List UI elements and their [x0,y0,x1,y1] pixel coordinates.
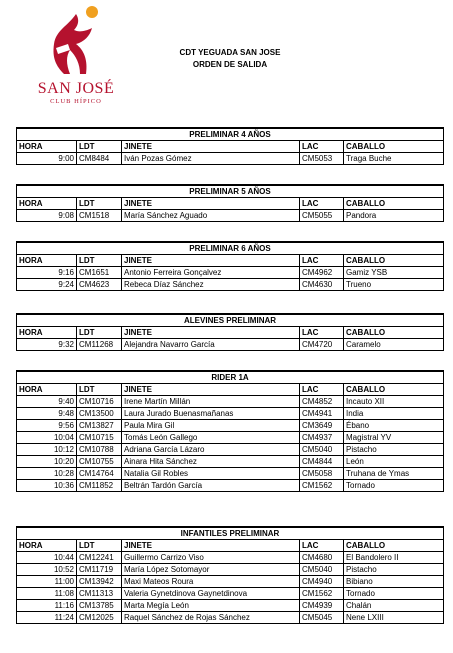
section-title: PRELIMINAR 4 AÑOS [17,128,444,141]
cell-lac: CM4720 [300,339,344,351]
cell-hora: 9:56 [17,420,77,432]
cell-ldt: CM10755 [77,456,122,468]
cell-jinete: Iván Pozas Gómez [122,153,300,165]
cell-caballo: Chalán [344,600,444,612]
section-table [16,526,444,624]
table-row [17,480,444,492]
cell-ldt: CM14764 [77,468,122,480]
column-header-hora: HORA [17,198,77,210]
section-table [16,184,444,222]
column-header-ldt: LDT [77,327,122,339]
club-logo [26,4,126,106]
cell-jinete: Antonio Ferreira Gonçalvez [122,267,300,279]
cell-caballo: Caramelo [344,339,444,351]
cell-ldt: CM13942 [77,576,122,588]
column-header-caballo: CABALLO [344,255,444,267]
cell-ldt: CM11268 [77,339,122,351]
cell-hora: 11:24 [17,612,77,624]
cell-ldt: CM12025 [77,612,122,624]
table-row [17,210,444,222]
cell-hora: 10:36 [17,480,77,492]
brand-subtitle: CLUB HÍPICO [50,98,102,105]
cell-ldt: CM10715 [77,432,122,444]
section-title: ALEVINES PRELIMINAR [17,314,444,327]
cell-lac: CM4630 [300,279,344,291]
column-header-caballo: CABALLO [344,198,444,210]
column-header-hora: HORA [17,255,77,267]
column-header-lac: LAC [300,198,344,210]
column-header-ldt: LDT [77,540,122,552]
column-header-jinete: JINETE [122,540,300,552]
cell-jinete: Laura Jurado Buenasmañanas [122,408,300,420]
column-header-jinete: JINETE [122,141,300,153]
document-subtitle: ORDEN DE SALIDA [192,60,268,69]
cell-ldt: CM10716 [77,396,122,408]
table-row [17,408,444,420]
table-row [17,279,444,291]
cell-lac: CM5040 [300,564,344,576]
cell-hora: 9:40 [17,396,77,408]
table-row [17,456,444,468]
document-title: CDT YEGUADA SAN JOSE [179,48,281,57]
cell-lac: CM5040 [300,444,344,456]
cell-hora: 10:20 [17,456,77,468]
cell-hora: 10:28 [17,468,77,480]
cell-hora: 10:12 [17,444,77,456]
cell-lac: CM4937 [300,432,344,444]
section-title: PRELIMINAR 5 AÑOS [17,185,444,198]
cell-lac: CM5053 [300,153,344,165]
cell-jinete: Alejandra Navarro García [122,339,300,351]
table-row [17,432,444,444]
cell-lac: CM4680 [300,552,344,564]
cell-hora: 9:00 [17,153,77,165]
cell-jinete: Natalia Gil Robles [122,468,300,480]
column-header-lac: LAC [300,141,344,153]
table-row [17,612,444,624]
cell-ldt: CM8484 [77,153,122,165]
column-header-caballo: CABALLO [344,327,444,339]
cell-ldt: CM1518 [77,210,122,222]
table-row [17,267,444,279]
cell-jinete: Adriana García Lázaro [122,444,300,456]
cell-caballo: Pandora [344,210,444,222]
cell-hora: 9:24 [17,279,77,291]
cell-caballo: Magistral YV [344,432,444,444]
cell-caballo: Pistacho [344,444,444,456]
cell-hora: 10:04 [17,432,77,444]
cell-lac: CM4844 [300,456,344,468]
section-table [16,127,444,165]
column-header-jinete: JINETE [122,327,300,339]
horse-head-logo-icon [26,4,126,82]
column-header-lac: LAC [300,384,344,396]
cell-ldt: CM4623 [77,279,122,291]
cell-lac: CM5055 [300,210,344,222]
column-header-caballo: CABALLO [344,384,444,396]
cell-caballo: Trueno [344,279,444,291]
table-row [17,600,444,612]
column-header-caballo: CABALLO [344,540,444,552]
cell-hora: 9:16 [17,267,77,279]
cell-lac: CM5058 [300,468,344,480]
cell-ldt: CM1651 [77,267,122,279]
column-header-hora: HORA [17,327,77,339]
column-header-ldt: LDT [77,141,122,153]
cell-ldt: CM13500 [77,408,122,420]
column-header-hora: HORA [17,141,77,153]
cell-caballo: Tornado [344,480,444,492]
table-row [17,396,444,408]
column-header-hora: HORA [17,384,77,396]
cell-jinete: Irene Martín Millán [122,396,300,408]
cell-lac: CM4940 [300,576,344,588]
column-header-hora: HORA [17,540,77,552]
cell-hora: 10:52 [17,564,77,576]
cell-caballo: Pistacho [344,564,444,576]
table-row [17,588,444,600]
cell-caballo: Tornado [344,588,444,600]
cell-hora: 11:08 [17,588,77,600]
cell-caballo: India [344,408,444,420]
cell-lac: CM5045 [300,612,344,624]
section-table [16,313,444,351]
table-row [17,444,444,456]
cell-hora: 10:44 [17,552,77,564]
cell-jinete: Raquel Sánchez de Rojas Sánchez [122,612,300,624]
column-header-lac: LAC [300,327,344,339]
cell-ldt: CM13827 [77,420,122,432]
cell-ldt: CM11852 [77,480,122,492]
table-row [17,564,444,576]
section-table [16,241,444,291]
cell-ldt: CM13785 [77,600,122,612]
column-header-ldt: LDT [77,384,122,396]
cell-lac: CM4962 [300,267,344,279]
cell-caballo: Incauto XII [344,396,444,408]
cell-lac: CM1562 [300,480,344,492]
section-table [16,370,444,492]
cell-caballo: León [344,456,444,468]
cell-jinete: Ainara Hita Sánchez [122,456,300,468]
column-header-jinete: JINETE [122,255,300,267]
cell-ldt: CM10788 [77,444,122,456]
cell-jinete: Guillermo Carrizo Viso [122,552,300,564]
cell-jinete: Tomás León Gallego [122,432,300,444]
cell-hora: 9:08 [17,210,77,222]
column-header-lac: LAC [300,255,344,267]
table-row [17,153,444,165]
cell-jinete: Maxi Mateos Roura [122,576,300,588]
table-row [17,552,444,564]
cell-caballo: Ébano [344,420,444,432]
cell-caballo: Nene LXIII [344,612,444,624]
cell-caballo: El Bandolero II [344,552,444,564]
cell-jinete: María Sánchez Aguado [122,210,300,222]
cell-ldt: CM12241 [77,552,122,564]
cell-jinete: Paula Mira Gil [122,420,300,432]
section-title: PRELIMINAR 6 AÑOS [17,242,444,255]
cell-caballo: Truhana de Ymas [344,468,444,480]
cell-ldt: CM11719 [77,564,122,576]
brand-name: SAN JOSÉ [37,80,115,97]
table-row [17,339,444,351]
column-header-jinete: JINETE [122,198,300,210]
cell-caballo: Bibiano [344,576,444,588]
cell-ldt: CM11313 [77,588,122,600]
table-row [17,420,444,432]
cell-lac: CM4941 [300,408,344,420]
cell-hora: 9:48 [17,408,77,420]
cell-hora: 11:16 [17,600,77,612]
cell-jinete: Beltrán Tardón García [122,480,300,492]
cell-jinete: Valeria Gynetdinova Gaynetdinova [122,588,300,600]
cell-jinete: María López Sotomayor [122,564,300,576]
column-header-jinete: JINETE [122,384,300,396]
cell-lac: CM1562 [300,588,344,600]
cell-lac: CM3649 [300,420,344,432]
column-header-caballo: CABALLO [344,141,444,153]
cell-lac: CM4939 [300,600,344,612]
column-header-lac: LAC [300,540,344,552]
cell-jinete: Marta Megía León [122,600,300,612]
table-row [17,468,444,480]
cell-hora: 11:00 [17,576,77,588]
cell-hora: 9:32 [17,339,77,351]
cell-lac: CM4852 [300,396,344,408]
column-header-ldt: LDT [77,255,122,267]
cell-caballo: Traga Buche [344,153,444,165]
column-header-ldt: LDT [77,198,122,210]
cell-jinete: Rebeca Díaz Sánchez [122,279,300,291]
cell-caballo: Gamiz YSB [344,267,444,279]
table-row [17,576,444,588]
section-title: RIDER 1A [17,371,444,384]
section-title: INFANTILES PRELIMINAR [17,527,444,540]
